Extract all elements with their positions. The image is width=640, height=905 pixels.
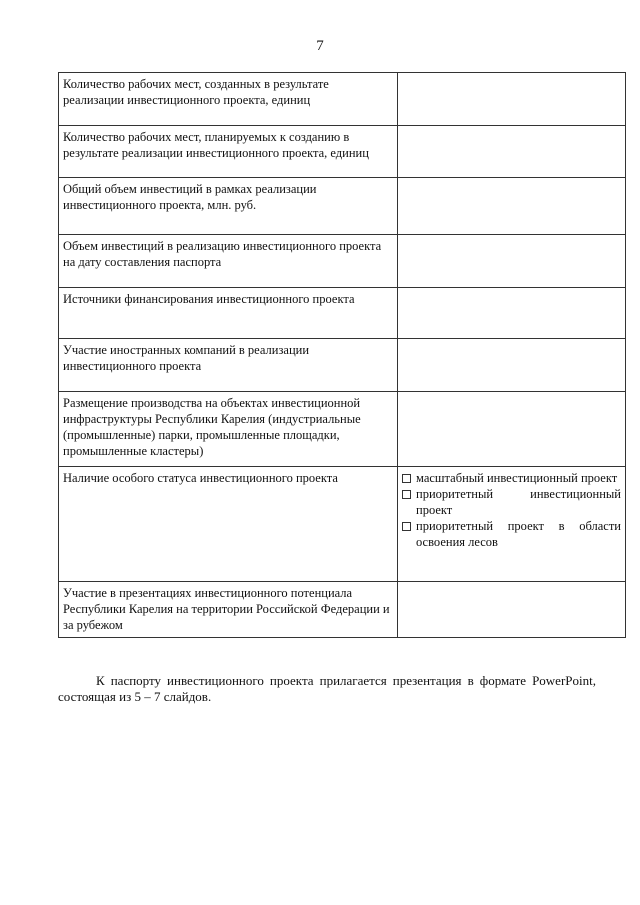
status-option-label: масштабный инвестиционный проект — [416, 471, 618, 485]
row-label: Количество рабочих мест, созданных в результате реализации инвестиционного проекта, единиц — [59, 73, 398, 126]
row-value — [398, 582, 626, 638]
table-row — [59, 339, 626, 392]
table-row — [59, 235, 626, 288]
row-value — [398, 288, 626, 339]
row-value — [398, 73, 626, 126]
passport-table — [58, 72, 626, 638]
presentation-note: К паспорту инвестиционного проекта прилагается презентация в формате PowerPoint, состоящая из 5 – 7 слайдов. — [58, 673, 596, 704]
checkbox-icon[interactable] — [402, 490, 411, 499]
row-value — [398, 178, 626, 235]
page-number: 7 — [316, 38, 324, 54]
status-option-label: приоритетный проект в области освоения лесов — [416, 519, 621, 549]
row-value — [398, 392, 626, 467]
table-row — [59, 178, 626, 235]
checkbox-icon[interactable] — [402, 522, 411, 531]
table-row — [59, 467, 626, 582]
row-value — [398, 235, 626, 288]
checkbox-icon[interactable] — [402, 474, 411, 483]
status-option — [402, 470, 621, 486]
row-label: Объем инвестиций в реализацию инвестиционного проекта на дату составления паспорта — [59, 235, 398, 288]
row-label: Наличие особого статуса инвестиционного проекта — [59, 467, 398, 582]
special-status-options — [398, 467, 626, 582]
row-label: Размещение производства на объектах инвестиционной инфраструктуры Республики Карелия (индустриальные (промышленные) парки, промышленные площадки, промышленные кластеры) — [59, 392, 398, 467]
row-label: Участие иностранных компаний в реализации инвестиционного проекта — [59, 339, 398, 392]
status-option — [402, 486, 621, 518]
table-row — [59, 126, 626, 178]
status-option-label: приоритетный инвестиционный проект — [416, 487, 621, 517]
table-row — [59, 582, 626, 638]
table-row — [59, 73, 626, 126]
row-value — [398, 339, 626, 392]
status-option — [402, 518, 621, 550]
table-row — [59, 288, 626, 339]
row-label: Участие в презентациях инвестиционного потенциала Республики Карелия на территории Российской Федерации и за рубежом — [59, 582, 398, 638]
row-value — [398, 126, 626, 178]
row-label: Общий объем инвестиций в рамках реализации инвестиционного проекта, млн. руб. — [59, 178, 398, 235]
row-label: Количество рабочих мест, планируемых к созданию в результате реализации инвестиционного проекта, единиц — [59, 126, 398, 178]
row-label: Источники финансирования инвестиционного проекта — [59, 288, 398, 339]
table-row — [59, 392, 626, 467]
